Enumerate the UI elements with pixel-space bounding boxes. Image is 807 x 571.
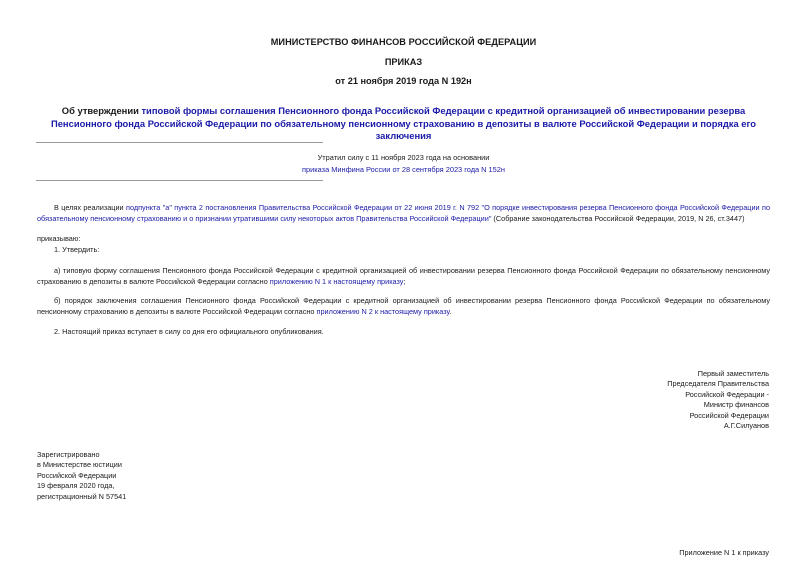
item-1b-period: .: [449, 307, 452, 317]
signer-name: А.Г.Силуанов: [723, 421, 769, 431]
registration-number: регистрационный N 57541: [37, 491, 127, 501]
item-2: 2. Настоящий приказ вступает в силу со дня его официального опубликования.: [54, 327, 324, 336]
item-1a-semicolon: ;: [403, 277, 406, 287]
registration-line: Зарегистрировано: [37, 450, 100, 459]
registration-line: Российской Федерации: [37, 470, 117, 480]
item-1: 1. Утвердить:: [54, 245, 100, 254]
registration-date: 19 февраля 2020 года,: [37, 481, 115, 491]
preamble-paragraph: [37, 202, 770, 225]
signature-line: Российской Федерации: [689, 410, 769, 420]
loss-of-force-note: [36, 152, 771, 177]
signature-line: Первый заместитель: [697, 369, 769, 378]
appendix-reference: Приложение N 1 к приказу: [679, 548, 769, 557]
order-word: приказываю:: [37, 234, 81, 243]
title-prefix: Об утверждении: [61, 105, 142, 116]
preamble-prefix: В целях реализации: [54, 203, 126, 212]
date-number-heading: от 21 ноября 2019 года N 192н: [335, 76, 472, 86]
preamble-suffix: (Собрание законодательства Российской Федерации, 2019, N 26, ст.3447): [491, 214, 745, 224]
document-title: [36, 105, 771, 143]
divider-bottom: [36, 180, 323, 181]
title-link[interactable]: типовой формы соглашения Пенсионного фонда Российской Федерации с кредитной организацией об инвестировании резерва Пенсионного фонда Российской Федерации по обязательному пенсионному страхованию в депозиты в валюте Российской Федерации и порядка его заключения: [50, 105, 757, 141]
item-1b: [37, 295, 770, 318]
doc-type-heading: ПРИКАЗ: [384, 57, 423, 67]
loss-of-force-link[interactable]: приказа Минфина России от 28 сентября 2023 года N 152н: [302, 165, 505, 175]
item-1a-text: а) типовую форму соглашения Пенсионного фонда Российской Федерации с кредитной организацией об инвестировании резерва Пенсионного фонда Российской Федерации по обязательному пенсионному страхованию в депозиты в валюте Российской Федерации согласно: [37, 266, 770, 287]
divider-top: [36, 142, 323, 143]
signature-line: Российской Федерации -: [685, 389, 769, 399]
item-1a: [37, 265, 770, 288]
ministry-heading: МИНИСТЕРСТВО ФИНАНСОВ РОССИЙСКОЙ ФЕДЕРАЦИИ: [270, 37, 537, 47]
item-1a-link[interactable]: приложению N 1 к настоящему приказу: [269, 277, 404, 287]
signature-line: Министр финансов: [703, 400, 769, 410]
signature-block: [569, 369, 769, 431]
registration-line: в Министерстве юстиции: [37, 460, 122, 470]
signature-line: Председателя Правительства: [667, 379, 769, 389]
preamble-link[interactable]: подпункта "а" пункта 2 постановления Правительства Российской Федерации от 22 июня 2019 г. N 792 "О порядке инвестирования резерва Пенсионного фонда Российской Федерации по обязательному пенсионному страхованию и о признании утратившими силу некоторых актов Правительства Российской Федерации": [37, 203, 771, 224]
item-1b-link[interactable]: приложению N 2 к настоящему приказу: [316, 307, 450, 317]
item-1b-text: б) порядок заключения соглашения Пенсионного фонда Российской Федерации с кредитной организацией об инвестировании резерва Пенсионного фонда Российской Федерации по обязательному пенсионному страхованию в депозиты в валюте Российской Федерации согласно: [37, 296, 770, 317]
loss-of-force-text: Утратил силу с 11 ноября 2023 года на основании: [317, 153, 490, 162]
registration-block: [37, 450, 126, 502]
